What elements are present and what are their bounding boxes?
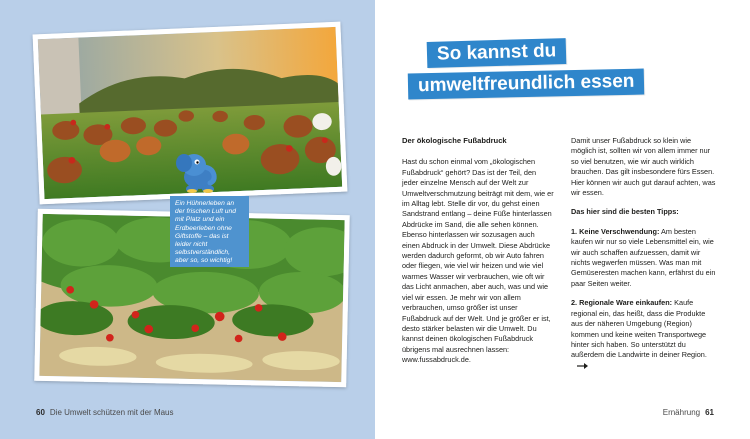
tips-heading: Das hier sind die besten Tipps:	[571, 207, 679, 217]
tip-2-text: Kaufe regional ein, das heißt, dass die Produkte aus der näheren Umgebung (Region) kommen und keine weiten Transportwege hinter sich haben. So unterstützt du außerdem die Landwirte in deiner Region.	[571, 298, 707, 360]
page-number-right: 61	[705, 408, 714, 417]
elephant-mascot-icon	[170, 145, 230, 195]
chapter-title-line-2: umweltfreundlich essen	[408, 69, 645, 100]
tip-1	[571, 227, 718, 289]
right-page	[375, 0, 750, 439]
intro-paragraph: Damit unser Fußabdruck so klein wie möglich ist, sollten wir von allem immer nur so viel benutzen, wie wir auch wirklich brauchen. Das gilt insbesondere fürs Essen. Hier können wir auch gut darauf achten, was wir essen.	[571, 136, 716, 198]
tip-2-title: 2. Regionale Ware einkaufen:	[571, 298, 673, 308]
chapter-title-line-1: So kannst du	[427, 38, 567, 68]
folio-left	[36, 408, 174, 417]
folio-right	[663, 408, 714, 417]
photo-caption-box	[170, 196, 249, 267]
photo-caption: Ein Hühnerleben an der frischen Luft und mit Platz und ein Erdbeerleben ohne Giftstoffe – das ist leider nicht selbstverständlich, aber so, so wichtig!	[175, 200, 236, 265]
tip-1-title: 1. Keine Verschwendung:	[571, 226, 660, 236]
running-head-right: Ernährung	[662, 408, 701, 417]
running-head-left: Die Umwelt schützen mit der Maus	[49, 408, 174, 417]
text-column-1	[402, 136, 554, 366]
tip-1-text: Am besten kaufen wir nur so viele Lebensmittel ein, wie wir auch schaffen aufzuessen, damit wir nichts wegwerfen müssen. Was man mit Gemüseresten machen kann, erfährst du ein paar Seiten weiter.	[571, 226, 716, 288]
text-column-2	[571, 136, 718, 371]
section-heading: Der ökologische Fußabdruck	[402, 136, 507, 145]
continue-arrow-icon	[577, 362, 589, 370]
page-number-left: 60	[36, 408, 45, 417]
footprint-paragraph: Hast du schon einmal vom „ökologischen Fußabdruck“ gehört? Das ist der Teil, den jeder einzelne Mensch auf der Welt zur Umweltverschmutzung beiträgt mit dem, wie er im Alltag lebt. Stelle dir vor, du gehst einen Sandstrand entlang – deine Füße hinterlassen Abdrücke im Sand, die alle sehen können. Ebenso hinterlassen wir sozusagen auch einen Abdruck in der Umwelt. Diese Abdrücke werden dadurch geformt, ob wir Auto fahren oder fliegen, wie viel wir heizen und wie viel warmes Wasser wir verbrauchen, wie oft wir das Licht anmachen, aber auch, was und wie viel wir essen. Je mehr wir von allem verbrauchen, umso größer ist unser Fußabdruck auf der Welt. Und je größer er ist, desto stärker belasten wir die Umwelt. Du kannst deinen ökologischen Fußabdruck übrigens mal ausrechnen lassen: www.fussabdruck.de.	[402, 157, 554, 365]
tip-2	[571, 298, 718, 371]
